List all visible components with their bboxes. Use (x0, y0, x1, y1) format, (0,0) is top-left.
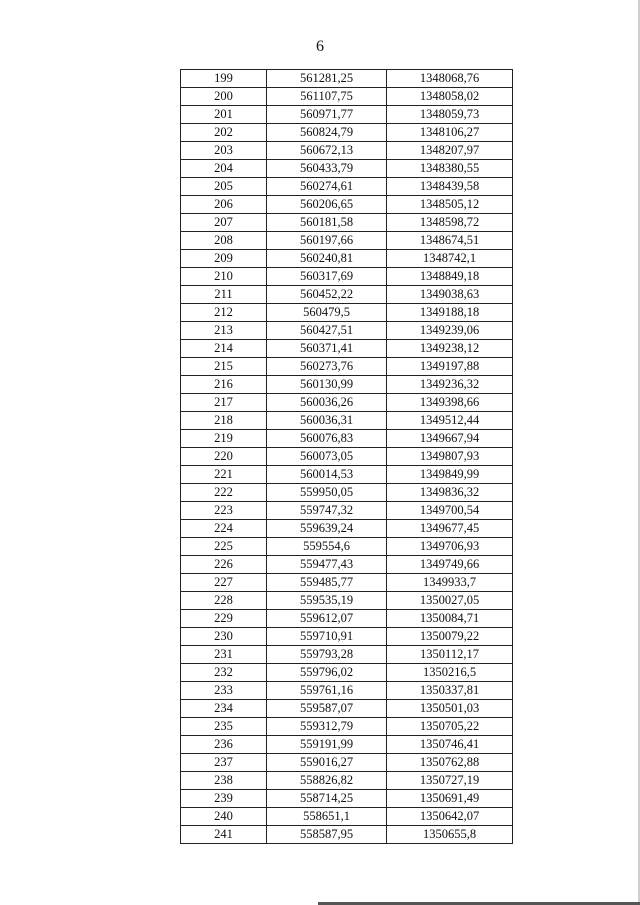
y-coordinate-cell: 1350762,88 (387, 754, 513, 772)
table-row (181, 268, 513, 286)
y-coordinate-cell: 1350501,03 (387, 700, 513, 718)
table-row (181, 700, 513, 718)
point-number-cell: 205 (181, 178, 267, 196)
table-row (181, 790, 513, 808)
x-coordinate-cell: 558826,82 (267, 772, 387, 790)
y-coordinate-cell: 1350079,22 (387, 628, 513, 646)
x-coordinate-cell: 558587,95 (267, 826, 387, 844)
table-row (181, 250, 513, 268)
table-row (181, 754, 513, 772)
x-coordinate-cell: 560672,13 (267, 142, 387, 160)
table-row (181, 160, 513, 178)
y-coordinate-cell: 1350727,19 (387, 772, 513, 790)
y-coordinate-cell: 1348068,76 (387, 70, 513, 88)
table-row (181, 520, 513, 538)
point-number-cell: 237 (181, 754, 267, 772)
table-row (181, 106, 513, 124)
point-number-cell: 226 (181, 556, 267, 574)
x-coordinate-cell: 559191,99 (267, 736, 387, 754)
table-row (181, 592, 513, 610)
x-coordinate-cell: 560206,65 (267, 196, 387, 214)
point-number-cell: 208 (181, 232, 267, 250)
point-number-cell: 218 (181, 412, 267, 430)
y-coordinate-cell: 1350216,5 (387, 664, 513, 682)
table-row (181, 826, 513, 844)
point-number-cell: 233 (181, 682, 267, 700)
table-row (181, 664, 513, 682)
x-coordinate-cell: 560130,99 (267, 376, 387, 394)
point-number-cell: 216 (181, 376, 267, 394)
table-row (181, 502, 513, 520)
x-coordinate-cell: 559312,79 (267, 718, 387, 736)
table-row (181, 178, 513, 196)
x-coordinate-cell: 560036,31 (267, 412, 387, 430)
point-number-cell: 241 (181, 826, 267, 844)
point-number-cell: 234 (181, 700, 267, 718)
x-coordinate-cell: 558714,25 (267, 790, 387, 808)
table-row (181, 466, 513, 484)
point-number-cell: 213 (181, 322, 267, 340)
table-row (181, 772, 513, 790)
x-coordinate-cell: 560427,51 (267, 322, 387, 340)
y-coordinate-cell: 1349849,99 (387, 466, 513, 484)
table-row (181, 358, 513, 376)
page-number: 6 (316, 38, 324, 55)
y-coordinate-cell: 1348674,51 (387, 232, 513, 250)
point-number-cell: 201 (181, 106, 267, 124)
point-number-cell: 217 (181, 394, 267, 412)
y-coordinate-cell: 1349238,12 (387, 340, 513, 358)
y-coordinate-cell: 1349667,94 (387, 430, 513, 448)
point-number-cell: 202 (181, 124, 267, 142)
x-coordinate-cell: 558651,1 (267, 808, 387, 826)
y-coordinate-cell: 1348505,12 (387, 196, 513, 214)
x-coordinate-cell: 560073,05 (267, 448, 387, 466)
y-coordinate-cell: 1350027,05 (387, 592, 513, 610)
point-number-cell: 220 (181, 448, 267, 466)
x-coordinate-cell: 559016,27 (267, 754, 387, 772)
x-coordinate-cell: 560076,83 (267, 430, 387, 448)
x-coordinate-cell: 559485,77 (267, 574, 387, 592)
x-coordinate-cell: 560273,76 (267, 358, 387, 376)
point-number-cell: 200 (181, 88, 267, 106)
table-row (181, 286, 513, 304)
table-row (181, 70, 513, 88)
point-number-cell: 210 (181, 268, 267, 286)
y-coordinate-cell: 1350746,41 (387, 736, 513, 754)
y-coordinate-cell: 1348742,1 (387, 250, 513, 268)
y-coordinate-cell: 1349836,32 (387, 484, 513, 502)
point-number-cell: 229 (181, 610, 267, 628)
y-coordinate-cell: 1349197,88 (387, 358, 513, 376)
x-coordinate-cell: 559477,43 (267, 556, 387, 574)
table-row (181, 682, 513, 700)
y-coordinate-cell: 1350655,8 (387, 826, 513, 844)
x-coordinate-cell: 559710,91 (267, 628, 387, 646)
y-coordinate-cell: 1348058,02 (387, 88, 513, 106)
coordinates-table-body (181, 70, 513, 844)
y-coordinate-cell: 1350337,81 (387, 682, 513, 700)
y-coordinate-cell: 1348106,27 (387, 124, 513, 142)
y-coordinate-cell: 1349398,66 (387, 394, 513, 412)
y-coordinate-cell: 1348598,72 (387, 214, 513, 232)
table-row (181, 88, 513, 106)
point-number-cell: 204 (181, 160, 267, 178)
table-row (181, 448, 513, 466)
x-coordinate-cell: 560824,79 (267, 124, 387, 142)
table-row (181, 736, 513, 754)
x-coordinate-cell: 560197,66 (267, 232, 387, 250)
x-coordinate-cell: 559639,24 (267, 520, 387, 538)
x-coordinate-cell: 560317,69 (267, 268, 387, 286)
point-number-cell: 240 (181, 808, 267, 826)
x-coordinate-cell: 559796,02 (267, 664, 387, 682)
y-coordinate-cell: 1350705,22 (387, 718, 513, 736)
point-number-cell: 206 (181, 196, 267, 214)
y-coordinate-cell: 1348207,97 (387, 142, 513, 160)
point-number-cell: 239 (181, 790, 267, 808)
y-coordinate-cell: 1348380,55 (387, 160, 513, 178)
x-coordinate-cell: 559535,19 (267, 592, 387, 610)
y-coordinate-cell: 1349677,45 (387, 520, 513, 538)
x-coordinate-cell: 560433,79 (267, 160, 387, 178)
table-row (181, 340, 513, 358)
coordinates-table (180, 69, 513, 844)
table-row (181, 610, 513, 628)
point-number-cell: 236 (181, 736, 267, 754)
table-row (181, 196, 513, 214)
y-coordinate-cell: 1349038,63 (387, 286, 513, 304)
table-row (181, 808, 513, 826)
x-coordinate-cell: 559612,07 (267, 610, 387, 628)
point-number-cell: 224 (181, 520, 267, 538)
point-number-cell: 230 (181, 628, 267, 646)
y-coordinate-cell: 1350112,17 (387, 646, 513, 664)
point-number-cell: 207 (181, 214, 267, 232)
table-row (181, 124, 513, 142)
x-coordinate-cell: 560971,77 (267, 106, 387, 124)
x-coordinate-cell: 559554,6 (267, 538, 387, 556)
table-row (181, 538, 513, 556)
table-row (181, 142, 513, 160)
point-number-cell: 231 (181, 646, 267, 664)
point-number-cell: 222 (181, 484, 267, 502)
point-number-cell: 227 (181, 574, 267, 592)
point-number-cell: 232 (181, 664, 267, 682)
point-number-cell: 225 (181, 538, 267, 556)
x-coordinate-cell: 560240,81 (267, 250, 387, 268)
point-number-cell: 203 (181, 142, 267, 160)
y-coordinate-cell: 1349749,66 (387, 556, 513, 574)
y-coordinate-cell: 1349188,18 (387, 304, 513, 322)
x-coordinate-cell: 561281,25 (267, 70, 387, 88)
y-coordinate-cell: 1349236,32 (387, 376, 513, 394)
y-coordinate-cell: 1349807,93 (387, 448, 513, 466)
x-coordinate-cell: 560036,26 (267, 394, 387, 412)
point-number-cell: 212 (181, 304, 267, 322)
point-number-cell: 209 (181, 250, 267, 268)
x-coordinate-cell: 559950,05 (267, 484, 387, 502)
point-number-cell: 211 (181, 286, 267, 304)
x-coordinate-cell: 559747,32 (267, 502, 387, 520)
table-row (181, 646, 513, 664)
y-coordinate-cell: 1348439,58 (387, 178, 513, 196)
point-number-cell: 221 (181, 466, 267, 484)
x-coordinate-cell: 560371,41 (267, 340, 387, 358)
y-coordinate-cell: 1349933,7 (387, 574, 513, 592)
x-coordinate-cell: 559793,28 (267, 646, 387, 664)
table-row (181, 304, 513, 322)
point-number-cell: 214 (181, 340, 267, 358)
point-number-cell: 235 (181, 718, 267, 736)
table-row (181, 412, 513, 430)
x-coordinate-cell: 560479,5 (267, 304, 387, 322)
y-coordinate-cell: 1350642,07 (387, 808, 513, 826)
y-coordinate-cell: 1349700,54 (387, 502, 513, 520)
point-number-cell: 238 (181, 772, 267, 790)
y-coordinate-cell: 1349706,93 (387, 538, 513, 556)
point-number-cell: 215 (181, 358, 267, 376)
y-coordinate-cell: 1349512,44 (387, 412, 513, 430)
x-coordinate-cell: 560181,58 (267, 214, 387, 232)
point-number-cell: 219 (181, 430, 267, 448)
x-coordinate-cell: 560274,61 (267, 178, 387, 196)
table-row (181, 628, 513, 646)
table-row (181, 376, 513, 394)
y-coordinate-cell: 1350691,49 (387, 790, 513, 808)
table-row (181, 232, 513, 250)
y-coordinate-cell: 1348059,73 (387, 106, 513, 124)
point-number-cell: 199 (181, 70, 267, 88)
table-row (181, 718, 513, 736)
y-coordinate-cell: 1349239,06 (387, 322, 513, 340)
point-number-cell: 228 (181, 592, 267, 610)
table-row (181, 214, 513, 232)
x-coordinate-cell: 559761,16 (267, 682, 387, 700)
table-row (181, 430, 513, 448)
x-coordinate-cell: 561107,75 (267, 88, 387, 106)
table-row (181, 394, 513, 412)
x-coordinate-cell: 560452,22 (267, 286, 387, 304)
y-coordinate-cell: 1348849,18 (387, 268, 513, 286)
x-coordinate-cell: 560014,53 (267, 466, 387, 484)
table-row (181, 574, 513, 592)
table-row (181, 322, 513, 340)
x-coordinate-cell: 559587,07 (267, 700, 387, 718)
table-row (181, 556, 513, 574)
y-coordinate-cell: 1350084,71 (387, 610, 513, 628)
table-row (181, 484, 513, 502)
point-number-cell: 223 (181, 502, 267, 520)
